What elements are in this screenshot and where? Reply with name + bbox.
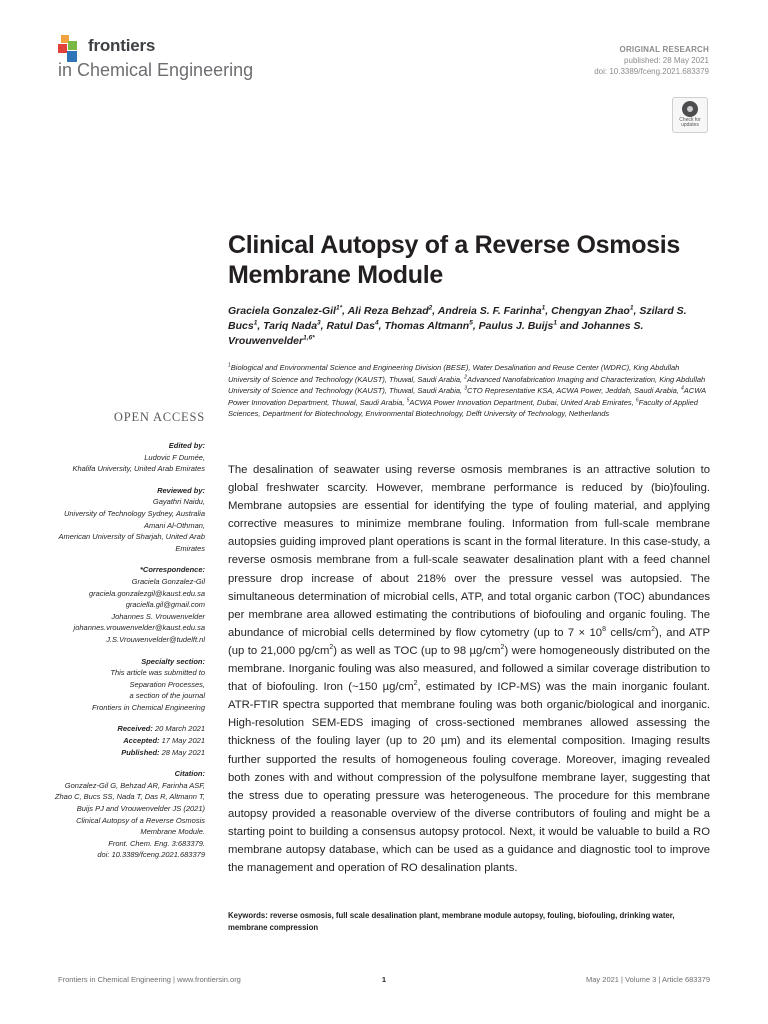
specialty-line: a section of the journal: [129, 691, 205, 701]
reviewer-name: Amani Al-Othman,: [144, 520, 205, 530]
reviewed-by-heading: Reviewed by:: [157, 485, 205, 495]
email-link[interactable]: graciela.gonzalezgil@kaust.edu.sa: [88, 588, 205, 598]
keywords: Keywords: reverse osmosis, full scale desalination plant, membrane module autopsy, fouling, biofouling, drinking water, membrane compression: [228, 911, 675, 932]
published-date-sidebar: Published: 28 May 2021: [121, 747, 205, 757]
check-for-updates-badge[interactable]: [672, 97, 708, 133]
corresponding-author: Johannes S. Vrouwenvelder: [111, 611, 205, 621]
check-badge-label: Check for updates: [679, 117, 701, 128]
article-title: Clinical Autopsy of a Reverse Osmosis Membrane Module: [228, 231, 681, 289]
author-name[interactable]: Paulus J. Buijs: [478, 320, 554, 332]
accepted-date: Accepted: 17 May 2021: [123, 736, 205, 746]
edited-by-heading: Edited by:: [168, 441, 205, 450]
author-list: Graciela Gonzalez-Gil$^{1*}$, Ali Reza Behzad$^2$, Andreia S. F. Farinha$^1$, Chengyan Zhao$^1$, Szilard S. Bucs$^1$, Tariq Nada$^3$, Ratul Das$^4$, Thomas Altmann$^5$, Paulus J. Buijs$^1$ and Johannes S. Vrouwenvelder$^{1,6*}$: [228, 304, 687, 347]
reviewer-affiliation: University of Technology Sydney, Australia: [63, 508, 205, 518]
author-name[interactable]: Ali Reza Behzad: [347, 305, 429, 317]
article-sidebar: [52, 440, 205, 861]
journal-name: in Chemical Engineering: [58, 60, 254, 80]
author-name[interactable]: Chengyan Zhao: [551, 305, 630, 317]
citation-doi[interactable]: doi: 10.3389/fceng.2021.683379: [97, 850, 205, 860]
editor-name: Ludovic F Dumée,: [144, 452, 205, 462]
specialty-heading: Specialty section:: [141, 656, 205, 666]
editor-affiliation: Khalifa University, United Arab Emirates: [72, 464, 205, 474]
citation-heading: Citation:: [174, 769, 205, 779]
article-doi[interactable]: doi: 10.3389/fceng.2021.683379: [594, 67, 709, 76]
author-name[interactable]: Johannes S. Vrouwenvelder: [228, 320, 644, 347]
author-name[interactable]: Graciela Gonzalez-Gil: [228, 305, 336, 317]
email-link[interactable]: graciella.gil@gmail.com: [125, 600, 205, 610]
reviewer-name: Gayathri Naidu,: [152, 497, 205, 507]
corresponding-author: Graciela Gonzalez-Gil: [131, 576, 205, 586]
abstract-text: The desalination of seawater using reverse osmosis membranes is an attractive solution to global freshwater scarcity. However, membrane performance is reduced by (bio)fouling. Membrane autopsies are essential for identifying the type of fouling material, and applying corrective measures to minimize membrane fouling. Information from full-scale membrane autopsies guiding improved plant operations is scant in the formal literature. In this case-study, a reverse osmosis membrane from a full-scale seawater desalination plant with a feed channel pressure drop increase of about 218% over the pressure vessel was autopsied. The simultaneous determination of microbial cells, ATP, and total organic carbon (TOC) abundances per membrane area allowed estimating the contributions of biofouling and organic fouling. The abundance of microbial cells determined by flow cytometry (up to $7 \times 10^8$ cells/$cm^2$), and ATP (up to 21,000 $pg/cm^2$) as well as TOC (up to 98 $\mu g/cm^2$) were homogeneously distributed on the membrane. Inorganic fouling was also measured, and followed a similar coverage distribution to that of biofouling. Iron (~150 $\mu g/cm^2$, estimated by ICP-MS) was the main inorganic foulant. ATR-FTIR spectra supported that membrane fouling was both organic/biological and inorganic. High-resolution SEM-EDS imaging of cross-sectioned membranes allowed assessing the thickness of the fouling layer (up to 20 µm) and its elemental composition. Imaging results further supported the results of homogeneous fouling coverage. Moreover, imaging revealed both zones with and without compression of the polysulfone membrane layer, suggesting that the stress due to operating pressure was heterogeneous. The procedure for this membrane autopsy provided a reasonable overview of the diverse contributors of fouling and might be a starting point to building a consensus autopsy protocol. Next, it would be valuable to build a RO membrane autopsy database, which can be used as a guidance and diagnostic tool to improve the management and operation of RO desalination plants.: [228, 464, 711, 875]
citation-journal: Front. Chem. Eng. 3:683379.: [108, 838, 205, 848]
page-number: 1: [381, 975, 387, 984]
specialty-line: Frontiers in Chemical Engineering: [92, 702, 205, 712]
footer-journal-link[interactable]: Frontiers in Chemical Engineering | www.frontiersin.org: [58, 975, 241, 984]
reviewer-affiliation: American University of Sharjah, United Arab Emirates: [58, 532, 205, 553]
author-name[interactable]: Andreia S. F. Farinha: [437, 305, 542, 317]
update-check-icon: [682, 101, 698, 117]
open-access-label: OPEN ACCESS: [113, 410, 205, 424]
author-name[interactable]: Szilard S. Bucs: [228, 305, 687, 332]
specialty-line: This article was submitted to: [110, 668, 205, 678]
journal-logo[interactable]: [58, 33, 288, 83]
footer-issue-info: May 2021 | Volume 3 | Article 683379: [586, 975, 710, 984]
published-date: published: 28 May 2021: [624, 56, 709, 65]
email-link[interactable]: J.S.Vrouwenvelder@tudelft.nl: [106, 634, 205, 644]
author-name[interactable]: Tariq Nada: [263, 320, 318, 332]
brand-name: frontiers: [88, 36, 156, 55]
email-link[interactable]: johannes.vrouwenvelder@kaust.edu.sa: [73, 623, 205, 633]
article-type: ORIGINAL RESEARCH: [619, 45, 709, 54]
author-name[interactable]: Thomas Altmann: [384, 320, 470, 332]
specialty-line: Separation Processes,: [129, 679, 205, 689]
received-date: Received: 20 March 2021: [117, 724, 205, 734]
author-name[interactable]: Ratul Das: [326, 320, 375, 332]
affiliations: $^1$Biological and Environmental Science and Engineering Division (BESE), Water Desalination and Reuse Center (WDRC), King Abdullah University of Science and Technology (KAUST), Thuwal, Saudi Arabia, $^2$Advanced Nanofabrication Imaging and Characterization, King Abdullah University of Science and Technology (KAUST), Thuwal, Saudi Arabia, $^3$CTO Representative KSA, ACWA Power, Jeddah, Saudi Arabia, $^4$ACWA Power Innovation Department, Thuwal, Saudi Arabia, $^5$ACWA Power Innovation Department, Dubai, United Arab Emirates, $^6$Faculty of Applied Sciences, Department for Biotechnology, Environmental Biotechnology, Delft University of Technology, Netherlands: [228, 362, 706, 419]
citation-text: Gonzalez-Gil G, Behzad AR, Farinha ASF, Zhao C, Bucs SS, Nada T, Das R, Altmann T, Buijs PJ and Vrouwenvelder JS (2021) Clinical Autopsy of a Reverse Osmosis Membrane Module.: [54, 780, 205, 837]
article-info: [594, 44, 709, 77]
correspondence-heading: *Correspondence:: [139, 565, 205, 575]
